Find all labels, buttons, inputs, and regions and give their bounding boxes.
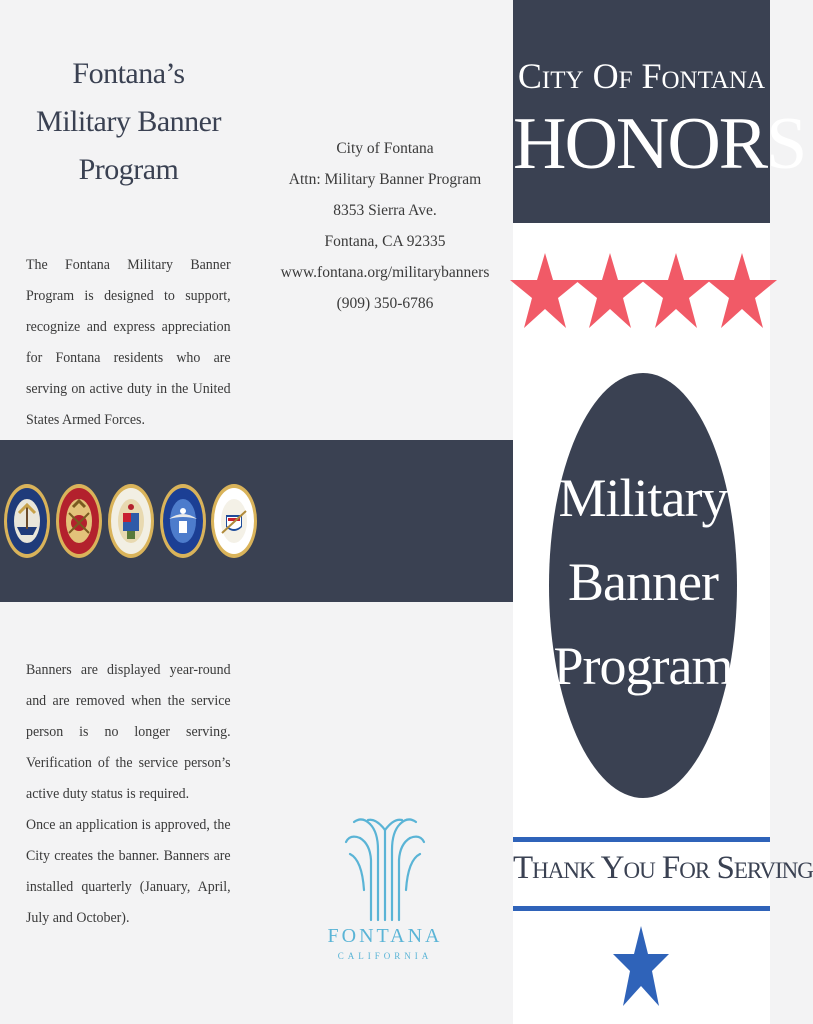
- red-star-icon: [707, 253, 777, 328]
- circle-line: Banner: [568, 552, 718, 612]
- address-line: City of Fontana: [336, 140, 434, 157]
- red-star-icon: [575, 253, 645, 328]
- navy-seal-icon: [3, 483, 51, 559]
- title-line: Military Banner: [36, 105, 221, 138]
- city-name: City Of Fontana: [517, 56, 766, 96]
- logo-name: FONTANA: [327, 925, 443, 947]
- red-star-icon: [510, 253, 580, 328]
- air-force-seal-icon: [159, 483, 207, 559]
- coast-guard-seal-icon: [210, 483, 258, 559]
- top-blue-rule: [513, 837, 770, 842]
- phone-number: (909) 350-6786: [336, 295, 434, 312]
- approval-paragraph: Once an application is approved, the City creates the banner. Banners are installed quarterly (January, April, July and October).: [26, 817, 231, 926]
- title-line: Fontana’s: [72, 57, 185, 90]
- marine-corps-seal-icon: [55, 483, 103, 559]
- red-star-icon: [641, 253, 711, 328]
- mailing-address: [257, 133, 513, 319]
- logo-subtitle: CALIFORNIA: [337, 951, 433, 961]
- bottom-blue-rule: [513, 906, 770, 911]
- circle-title: [549, 456, 737, 708]
- red-stars-row: [513, 248, 770, 338]
- army-seal-icon: [107, 483, 155, 559]
- blue-star-icon: [613, 924, 669, 1008]
- website-link[interactable]: www.fontana.org/militarybanners: [280, 264, 490, 281]
- address-line: Attn: Military Banner Program: [288, 171, 482, 188]
- honors-heading: HONORS: [513, 103, 806, 185]
- thank-you-text: Thank You For Serving: [513, 850, 813, 886]
- title-line: Program: [78, 153, 179, 186]
- intro-paragraph: The Fontana Military Banner Program is designed to support, recognize and express appreciation for Fontana residents who are serving on active duty in the United States Armed Forces.: [26, 257, 231, 428]
- address-line: Fontana, CA 92335: [324, 233, 446, 250]
- military-seals-band: [0, 440, 513, 602]
- display-paragraph: Banners are displayed year-round and are removed when the service person is no longer serving. Verification of the service person’s active duty status is required.: [26, 662, 231, 802]
- right-panel: [513, 0, 813, 1024]
- address-line: 8353 Sierra Ave.: [333, 202, 437, 219]
- circle-line: Program: [553, 636, 733, 696]
- program-title: [0, 50, 257, 194]
- honors-header: [513, 0, 806, 223]
- circle-line: Military: [558, 468, 728, 528]
